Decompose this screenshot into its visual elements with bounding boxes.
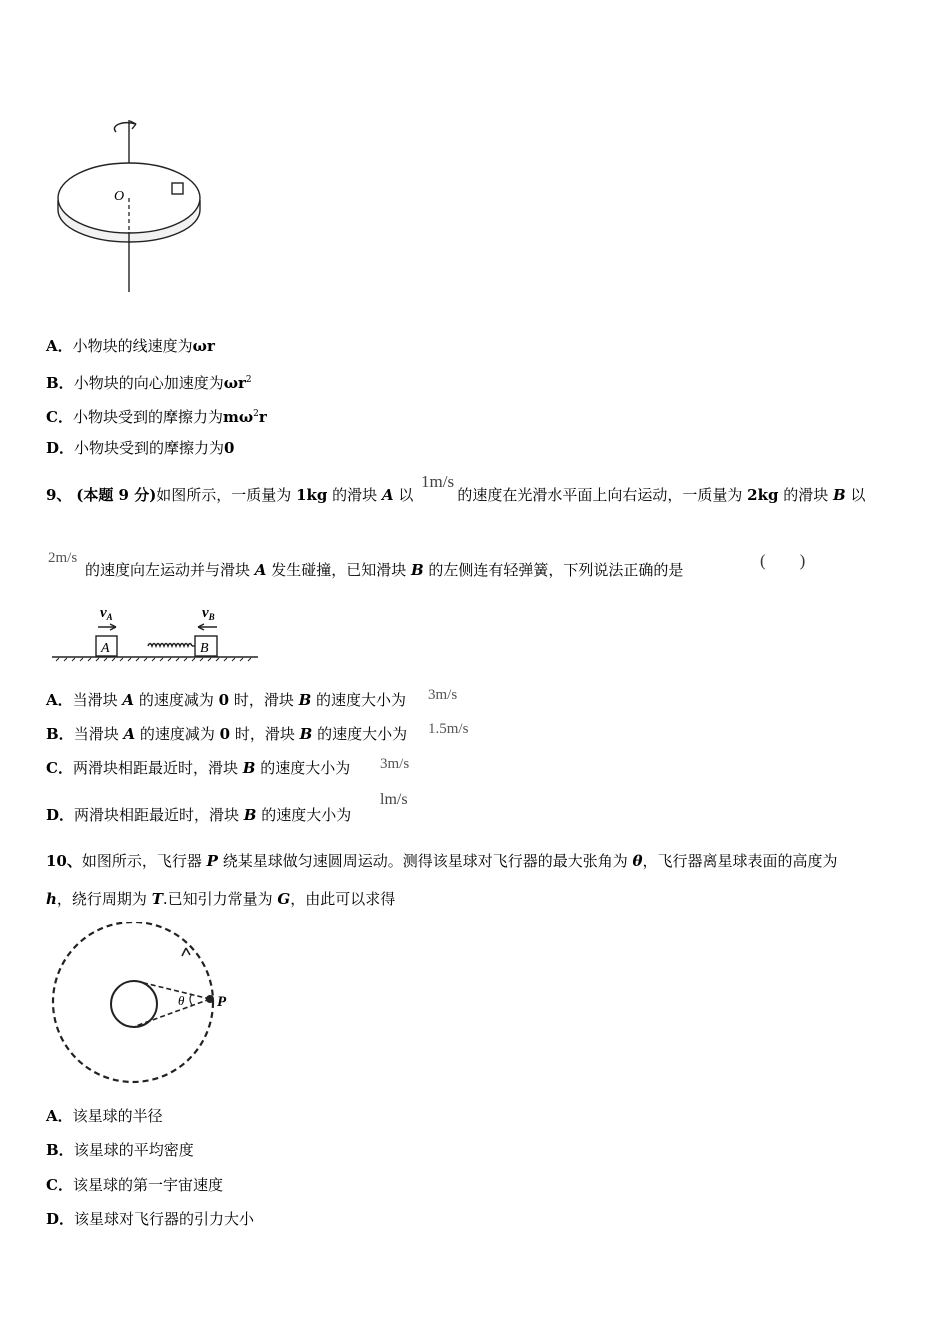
q9-option-d[interactable]: D．两滑块相距最近时，滑块 B 的速度大小为 bbox=[46, 806, 352, 824]
orbit-theta-label: θ bbox=[178, 993, 185, 1008]
q9-stem-line2: 的速度向左运动并与滑块 A 发生碰撞，已知滑块 B 的左侧连有轻弹簧，下列说法正确的是 bbox=[85, 561, 684, 579]
q9-option-a-value: 3m/s bbox=[428, 687, 458, 703]
q9-speed-b: 2m/s bbox=[48, 550, 78, 566]
q9-option-c[interactable]: C．两滑块相距最近时，滑块 B 的速度大小为 bbox=[46, 759, 351, 777]
q8-option-a[interactable]: A．小物块的线速度为ωr bbox=[46, 337, 215, 355]
q10-option-a[interactable]: A．该星球的半径 bbox=[46, 1107, 163, 1125]
q9-option-d-value: lm/s bbox=[380, 791, 408, 808]
disk-center-label: O bbox=[114, 189, 125, 204]
svg-text:vA: $v_A$ bbox=[100, 605, 113, 622]
rotating-disk-figure bbox=[50, 110, 220, 310]
q8-option-c[interactable]: C．小物块受到的摩擦力为$m\omega^2r$ bbox=[46, 408, 267, 426]
q10-stem-line1: 10、如图所示，飞行器 P 绕某星球做匀速圆周运动。测得该星球对飞行器的最大张角为 θ，飞行器离星球表面的高度为 bbox=[46, 852, 838, 870]
orbit-p-label: P bbox=[217, 994, 227, 1010]
q10-option-d[interactable]: D．该星球对飞行器的引力大小 bbox=[46, 1210, 255, 1228]
orbit-figure bbox=[50, 922, 250, 1092]
q9-option-c-value: 3m/s bbox=[380, 756, 410, 772]
q8-option-b[interactable]: B．小物块的向心加速度为$\omega r^2$ bbox=[46, 374, 252, 392]
q8-option-d[interactable]: D．小物块受到的摩擦力为0 bbox=[46, 439, 235, 457]
q10-option-b[interactable]: B．该星球的平均密度 bbox=[46, 1141, 194, 1159]
svg-text:vB: $v_B$ bbox=[202, 605, 215, 622]
collision-blocks-figure bbox=[50, 600, 270, 666]
q9-option-b-value: 1.5m/s bbox=[428, 721, 469, 737]
q9-stem-line1: 9、 (本题 9 分)如图所示，一质量为 1kg 的滑块 A 以 的速度在光滑水平面上向右运动，一质量为 2kg 的滑块 B 以 bbox=[46, 486, 866, 504]
svg-text:B: B bbox=[200, 641, 209, 656]
q9-speed-a: 1m/s bbox=[421, 472, 455, 491]
q9-answer-paren: ( ) bbox=[760, 551, 806, 570]
q10-option-c[interactable]: C．该星球的第一宇宙速度 bbox=[46, 1176, 223, 1194]
q9-option-b[interactable]: B．当滑块 A 的速度减为 0 时，滑块 B 的速度大小为 bbox=[46, 725, 408, 743]
svg-text:A: A bbox=[101, 641, 110, 656]
q10-stem-line2: h，绕行周期为 T.已知引力常量为 G，由此可以求得 bbox=[46, 890, 396, 908]
q9-option-a[interactable]: A．当滑块 A 的速度减为 0 时，滑块 B 的速度大小为 bbox=[46, 691, 407, 709]
